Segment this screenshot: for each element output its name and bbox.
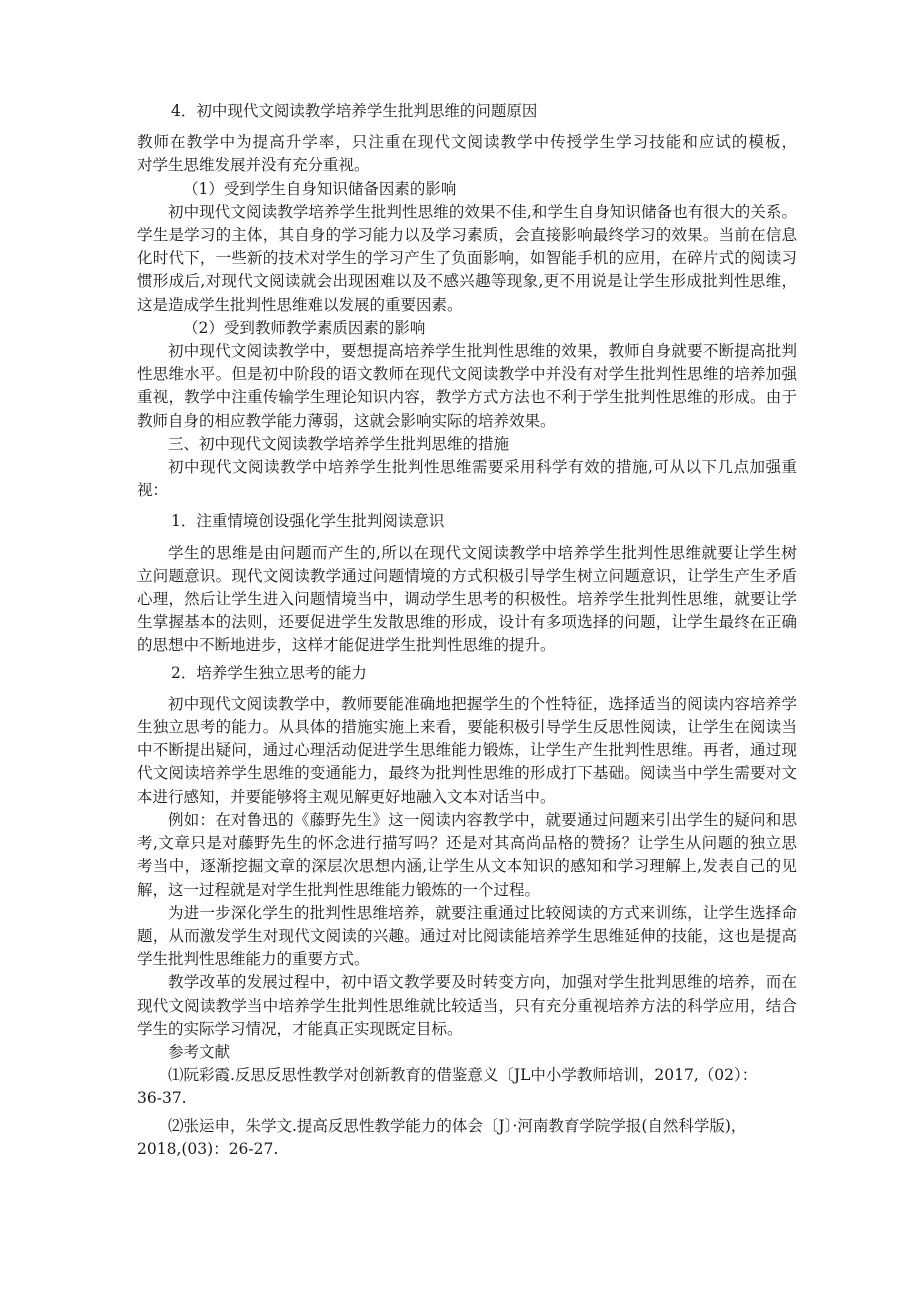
paragraph-line: 教师在教学中为提高升学率，只注重在现代文阅读教学中传授学生学习技能和应试的模板，	[137, 133, 797, 152]
subsection-heading: 2．培养学生独立思考的能力	[171, 663, 367, 682]
section-heading: 4．初中现代文阅读教学培养学生批判思维的问题原因	[171, 102, 538, 120]
paragraph-line: 生掌握基本的法则，还要促进学生发散思维的形成，设计有多项选择的问题，让学生最终在正确	[137, 613, 797, 632]
reference-entry: 36-37.	[137, 1089, 187, 1108]
paragraph-line: 学生的实际学习情况，才能真正实现既定目标。	[137, 1019, 463, 1038]
paragraph-line: 学生批判性思维能力的重要方式。	[137, 950, 370, 969]
subsection-heading: 1．注重情境创设强化学生批判阅读意识	[171, 512, 445, 531]
paragraph-line: 初中现代文阅读教学中培养学生批判性思维需要采用科学有效的措施,可从以下几点加强重	[168, 458, 797, 477]
paragraph-line: 为进一步深化学生的批判性思维培养，就要注重通过比较阅读的方式来训练，让学生选择命	[168, 903, 797, 922]
paragraph-line: 例如：在对鲁迅的《藤野先生》这一阅读内容教学中，就要通过问题来引出学生的疑问和思	[168, 810, 797, 829]
paragraph-line: 生独立思考的能力。从具体的措施实施上来看，要能积极引导学生反思性阅读，让学生在阅读当	[137, 718, 797, 737]
subsection-heading: （1）受到学生自身知识储备因素的影响	[183, 179, 457, 198]
reference-entry: ⑴阮彩霞.反思反思性教学对创新教育的借鉴意义〔JL中小学教师培训，2017,（02）：	[168, 1066, 758, 1085]
paragraph-line: 教学改革的发展过程中，初中语文教学要及时转变方向，加强对学生批判思维的培养，而在	[168, 973, 797, 992]
paragraph-line: 性思维水平。但是初中阶段的语文教师在现代文阅读教学中并没有对学生批判性思维的培养加强	[137, 365, 797, 384]
subsection-heading: （2）受到教师教学素质因素的影响	[183, 318, 426, 337]
paragraph-line: 的思想中不断地进步，这样才能促进学生批判性思维的提升。	[137, 636, 556, 655]
paragraph-line: 考,文章只是对藤野先生的怀念进行描写吗？还是对其高尚品格的赞扬？让学生从问题的独立思	[137, 834, 797, 853]
paragraph-line: 初中现代文阅读教学中，要想提高培养学生批判性思维的效果，教师自身就要不断提高批判	[168, 342, 797, 361]
paragraph-line: 考当中，逐渐挖掘文章的深层次思想内涵,让学生从文本知识的感知和学习理解上,发表自己的见	[137, 857, 797, 876]
document-page	[137, 100, 797, 1161]
paragraph-line: 立问题意识。现代文阅读教学通过问题情境的方式积极引导学生树立问题意识，让学生产生矛盾	[137, 566, 797, 585]
paragraph-line: 题，从而激发学生对现代文阅读的兴趣。通过对比阅读能培养学生思维延伸的技能，这也是提高	[137, 926, 797, 945]
paragraph-line: 惯形成后,对现代文阅读就会出现困难以及不感兴趣等现象,更不用说是让学生形成批判性思维，	[137, 272, 797, 291]
paragraph-line: 代文阅读培养学生思维的变通能力，最终为批判性思维的形成打下基础。阅读当中学生需要对文	[137, 764, 797, 783]
reference-entry: ⑵张运申，朱学文.提高反思性教学能力的体会〔J〕·河南教育学院学报(自然科学版)，	[168, 1116, 747, 1135]
paragraph-line: 化时代下，一些新的技术对学生的学习产生了负面影响，如智能手机的应用，在碎片式的阅读习	[137, 249, 797, 268]
paragraph-line: 对学生思维发展并没有充分重视。	[137, 156, 370, 175]
paragraph-line: 现代文阅读教学当中培养学生批判性思维就比较适当，只有充分重视培养方法的科学应用，结合	[137, 996, 797, 1015]
paragraph-line: 学生是学习的主体，其自身的学习能力以及学习素质，会直接影响最终学习的效果。当前在信息	[137, 226, 797, 245]
paragraph-line: 初中现代文阅读教学培养学生批判性思维的效果不佳,和学生自身知识储备也有很大的关系。	[168, 202, 797, 221]
paragraph-line: 视：	[137, 481, 169, 500]
paragraph-line: 心理，然后让学生进入问题情境当中，调动学生思考的积极性。培养学生批判性思维，就要让学	[137, 590, 797, 609]
paragraph-line: 这是造成学生批判性思维难以发展的重要因素。	[137, 295, 463, 314]
references-heading: 参考文献	[168, 1042, 231, 1061]
paragraph-line: 初中现代文阅读教学中，教师要能准确地把握学生的个性特征，选择适当的阅读内容培养学	[168, 694, 797, 713]
paragraph-line: 重视，教学中注重传输学生理论知识内容，教学方式方法也不利于学生批判性思维的形成。由于	[137, 388, 797, 407]
paragraph-line: 本进行感知，并要能够将主观见解更好地融入文本对话当中。	[137, 787, 556, 806]
paragraph-line: 中不断提出疑问，通过心理活动促进学生思维能力锻炼，让学生产生批判性思维。再者，通过现	[137, 741, 797, 760]
section-heading: 三、初中现代文阅读教学培养学生批判思维的措施	[168, 434, 510, 453]
reference-entry: 2018,(03)：26-27.	[137, 1139, 279, 1158]
paragraph-line: 教师自身的相应教学能力薄弱，这就会影响实际的培养效果。	[137, 411, 556, 430]
paragraph-line: 解，这一过程就是对学生批判性思维能力锻炼的一个过程。	[137, 880, 541, 899]
paragraph-line: 学生的思维是由问题而产生的,所以在现代文阅读教学中培养学生批判性思维就要让学生树	[168, 543, 797, 562]
